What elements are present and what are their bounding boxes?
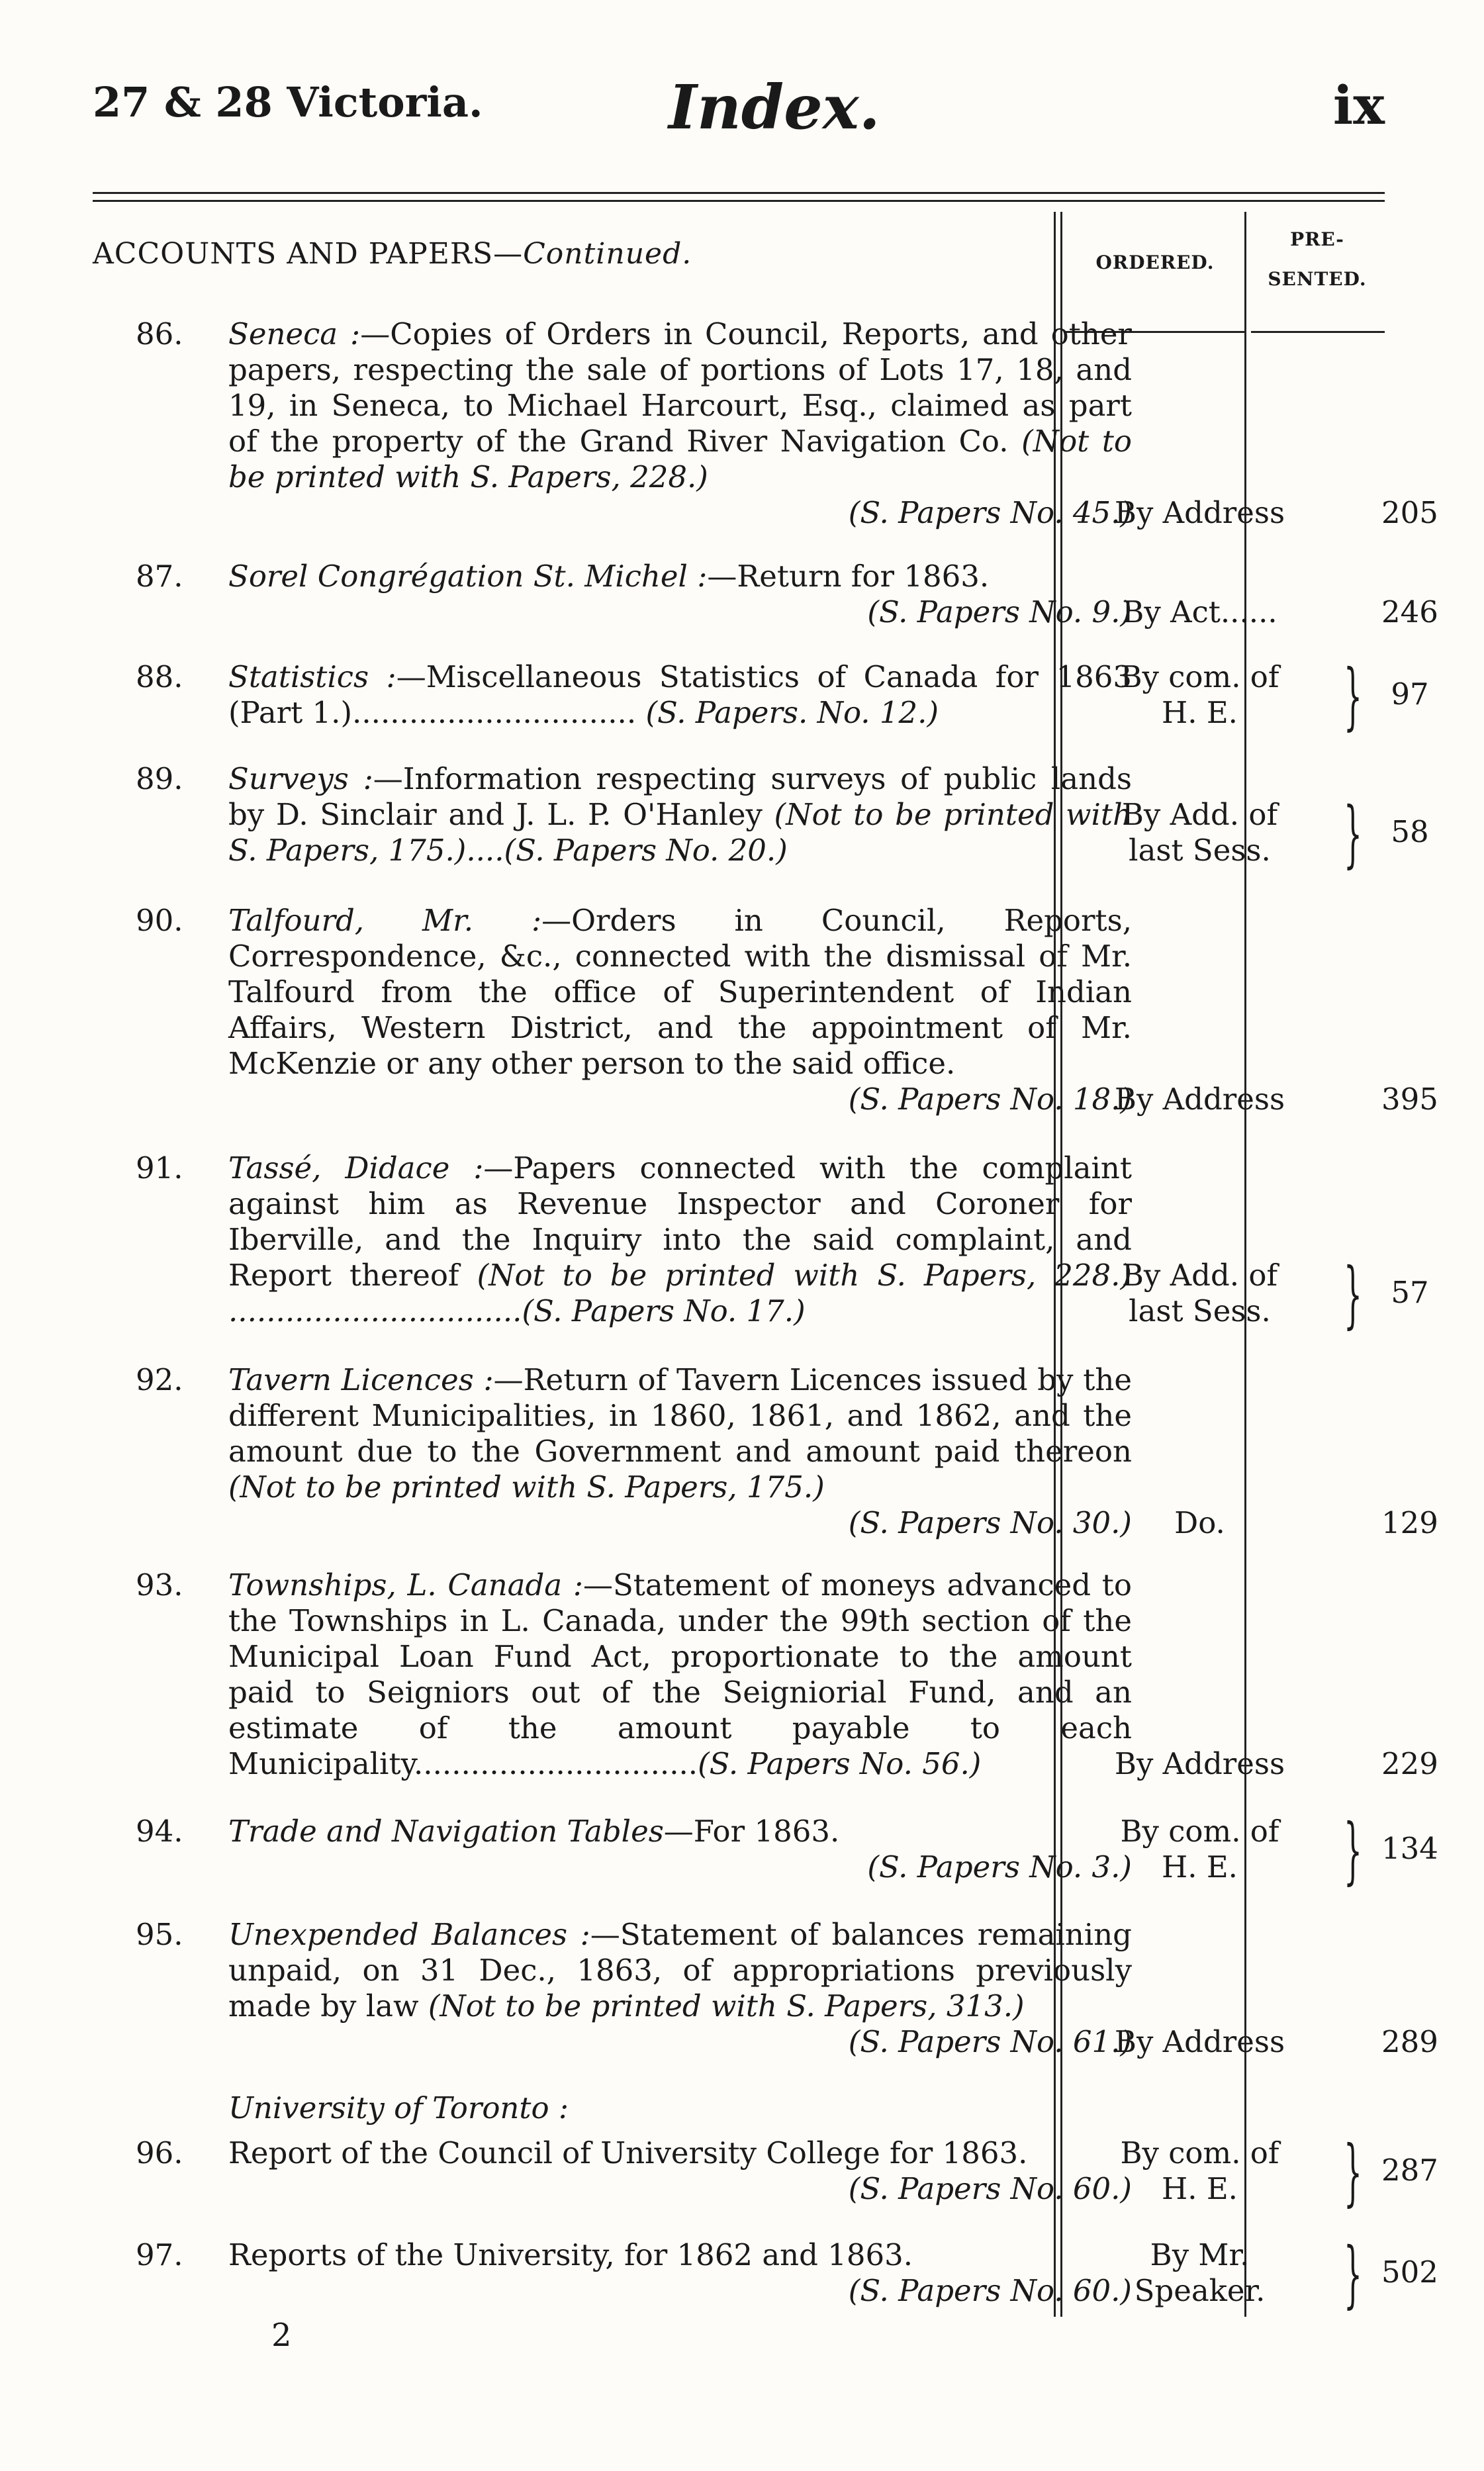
list-item bbox=[93, 761, 1429, 876]
entry-text bbox=[228, 1150, 1132, 1329]
entry-note: (Not to be printed with S. Papers, 175.) bbox=[228, 1469, 825, 1505]
brace: } bbox=[1344, 2231, 1362, 2316]
entry-text bbox=[228, 903, 1132, 1117]
entry-body: —Return of Tavern Licences issued by the different Municipalities, in 1860, 1861, and 1862, and the amount due to the Government and amount paid thereon bbox=[228, 1362, 1132, 1469]
signature-mark: 2 bbox=[271, 2317, 292, 2354]
presented-column-header-line2: SENTED. bbox=[1268, 268, 1367, 290]
entry-body: —Orders in Council, Reports, Correspondence, &c., connected with the dismissal of Mr. Talfourd from the office of Superintendent of Indian Affairs, Western District, and the appointment of Mr. McKenzie or any other person to the said office. bbox=[228, 903, 1132, 1081]
entry-title: Statistics : bbox=[228, 659, 396, 694]
entry-number: 88. bbox=[136, 659, 183, 694]
entry-ordered: By Add. of bbox=[1121, 1258, 1278, 1293]
entry-presented: 289 bbox=[1381, 2024, 1438, 2059]
entry-number: 91. bbox=[136, 1150, 183, 1186]
section-heading: ACCOUNTS AND PAPERS—Continued. bbox=[93, 237, 692, 271]
entry-body: —Statement of balances remaining unpaid, on 31 Dec., 1863, of appropriations previously made by law bbox=[228, 1917, 1132, 2024]
entry-presented: 502 bbox=[1381, 2255, 1438, 2290]
entry-number: 93. bbox=[136, 1567, 183, 1603]
entry-number: 92. bbox=[136, 1362, 183, 1397]
entry-ref: (S. Papers No. 60.) bbox=[848, 2273, 1132, 2308]
list-item bbox=[93, 1917, 1438, 2063]
running-header-left: 27 & 28 Victoria. bbox=[93, 78, 483, 126]
entry-presented: 58 bbox=[1391, 814, 1429, 849]
entry-ordered: By com. of bbox=[1120, 659, 1279, 694]
entry-title: Tassé, Didace : bbox=[228, 1150, 484, 1186]
entry-ordered-line2: H. E. bbox=[1161, 2171, 1238, 2206]
entry-number: 90. bbox=[136, 903, 183, 938]
entry-title: Sorel Congrégation St. Michel : bbox=[228, 559, 708, 594]
entry-title: Seneca : bbox=[228, 316, 361, 351]
entry-text bbox=[228, 559, 1132, 630]
list-item bbox=[93, 1567, 1438, 1786]
entry-body: —Papers connected with the complaint against him as Revenue Inspector and Coroner for Iberville, and the Inquiry into the said complaint, and Report thereof bbox=[228, 1150, 1132, 1293]
entry-ordered: By Mr. bbox=[1150, 2237, 1250, 2272]
list-item bbox=[93, 1150, 1429, 1336]
entry-body: —Return for 1863. bbox=[707, 559, 990, 594]
page-number: ix bbox=[1332, 74, 1385, 136]
entry-presented: 229 bbox=[1381, 1746, 1438, 1781]
entry-ordered-line2: H. E. bbox=[1161, 695, 1238, 730]
entry-ref: (S. Papers No. 30.) bbox=[848, 1505, 1132, 1540]
entry-body: Reports of the University, for 1862 and 1863. bbox=[228, 2237, 913, 2272]
entry-ref: (S. Papers No. 60.) bbox=[848, 2171, 1132, 2206]
entry-ref: (S. Papers No. 17.) bbox=[522, 1293, 806, 1329]
entry-title: Talfourd, Mr. : bbox=[228, 903, 542, 938]
entry-presented: 57 bbox=[1391, 1275, 1429, 1310]
entry-note: (Not to be printed with S. Papers, 228.) ............................... bbox=[228, 1258, 1133, 1329]
entry-number: 97. bbox=[136, 2237, 183, 2272]
subheading: University of Toronto : bbox=[228, 2090, 569, 2125]
entry-presented: 287 bbox=[1381, 2153, 1438, 2188]
entry-ordered: By Address bbox=[1114, 1082, 1285, 1117]
list-item bbox=[93, 2129, 1438, 2214]
entry-title: Tavern Licences : bbox=[228, 1362, 494, 1397]
entry-number: 87. bbox=[136, 559, 183, 594]
entry-ref: (S. Papers No. 18.) bbox=[848, 1082, 1132, 1117]
entry-text bbox=[228, 1567, 1132, 1782]
entry-ref: (S. Papers No. 3.) bbox=[867, 1849, 1132, 1885]
entry-text bbox=[228, 2135, 1132, 2207]
entry-title: Trade and Navigation Tables bbox=[228, 1814, 664, 1849]
entry-presented: 134 bbox=[1381, 1831, 1438, 1866]
list-item bbox=[93, 2231, 1438, 2316]
header-rule-bottom bbox=[93, 200, 1385, 202]
entry-number: 89. bbox=[136, 761, 183, 796]
entry-text bbox=[228, 316, 1132, 531]
entry-presented: 97 bbox=[1391, 676, 1429, 712]
entry-ordered-line2: last Sess. bbox=[1129, 833, 1271, 868]
brace: } bbox=[1344, 1808, 1362, 1892]
entry-ordered: By com. of bbox=[1120, 1814, 1279, 1849]
entry-ordered: By com. of bbox=[1120, 2135, 1279, 2170]
list-item bbox=[93, 653, 1429, 738]
entry-ordered-line2: Speaker. bbox=[1134, 2273, 1266, 2308]
entry-ordered: By Address bbox=[1114, 1746, 1285, 1781]
header-rule-top bbox=[93, 192, 1385, 194]
entry-body: —For 1863. bbox=[663, 1814, 840, 1849]
entry-ref: (S. Papers No. 45.) bbox=[848, 495, 1132, 530]
entry-number: 86. bbox=[136, 316, 183, 351]
brace: } bbox=[1344, 653, 1362, 738]
presented-column-header-line1: PRE- bbox=[1290, 228, 1344, 250]
entry-ordered: By Add. of bbox=[1121, 797, 1278, 832]
entry-text bbox=[228, 1814, 1132, 1885]
list-item bbox=[93, 559, 1438, 631]
entry-text bbox=[228, 659, 1132, 731]
entry-number: 96. bbox=[136, 2135, 183, 2170]
entry-presented: 246 bbox=[1381, 594, 1438, 629]
entry-text bbox=[228, 761, 1132, 868]
entry-ref: (S. Papers No. 20.) bbox=[504, 833, 788, 868]
entry-ordered: By Address bbox=[1114, 2024, 1285, 2059]
entry-note: (Not to be printed with S. Papers, 313.) bbox=[428, 1988, 1025, 2024]
entry-presented: 395 bbox=[1381, 1082, 1438, 1117]
ordered-column-header: ORDERED. bbox=[1095, 252, 1215, 273]
entry-text bbox=[228, 1917, 1132, 2060]
entry-title: Unexpended Balances : bbox=[228, 1917, 590, 1952]
entry-body: Report of the Council of University College for 1863. bbox=[228, 2135, 1028, 2170]
entry-body: —Copies of Orders in Council, Reports, and other papers, respecting the sale of portions of Lots 17, 18, and 19, in Seneca, to Michael Harcourt, Esq., claimed as part of the property of the Grand River Navigation Co. bbox=[228, 316, 1132, 459]
entry-number: 94. bbox=[136, 1814, 183, 1849]
entry-ordered: Do. bbox=[1174, 1505, 1225, 1540]
entry-ref: (S. Papers No. 9.) bbox=[867, 594, 1132, 629]
list-item bbox=[93, 316, 1438, 535]
entry-title: Surveys : bbox=[228, 761, 373, 796]
entry-note: (Not to be printed with S. Papers, 175.).... bbox=[228, 797, 1132, 868]
entry-ref: (S. Papers No. 56.) bbox=[698, 1746, 982, 1781]
brace: } bbox=[1344, 791, 1362, 876]
entry-ordered-line2: last Sess. bbox=[1129, 1293, 1271, 1329]
entry-presented: 129 bbox=[1381, 1505, 1438, 1540]
entry-body: —Miscellaneous Statistics of Canada for 1863 (Part 1.).............................. bbox=[228, 659, 1133, 730]
entry-note: (Not to be printed with S. Papers, 228.) bbox=[228, 424, 1133, 494]
entry-body: —Information respecting surveys of public lands by D. Sinclair and J. L. P. O'Hanley bbox=[228, 761, 1133, 832]
list-item bbox=[93, 1808, 1438, 1892]
page-title: Index. bbox=[669, 71, 880, 143]
brace: } bbox=[1344, 2129, 1362, 2214]
entry-title: Townships, L. Canada : bbox=[228, 1567, 583, 1603]
list-item bbox=[93, 1362, 1438, 1548]
entry-ref: (S. Papers No. 61.) bbox=[848, 2024, 1132, 2059]
entry-presented: 205 bbox=[1381, 495, 1438, 530]
entry-body: —Statement of moneys advanced to the Townships in L. Canada, under the 99th section of the Municipal Loan Fund Act, proportionate to the amount paid to Seigniors out of the Seigniorial Fund, and an estimate of the amount payable to each Municipality.............................. bbox=[228, 1567, 1132, 1781]
entry-ref: (S. Papers. No. 12.) bbox=[645, 695, 939, 730]
entry-ordered: By Act...... bbox=[1122, 594, 1277, 629]
entry-ordered-line2: H. E. bbox=[1161, 1849, 1238, 1885]
brace: } bbox=[1344, 1252, 1362, 1336]
entry-text bbox=[228, 1362, 1132, 1541]
list-item bbox=[93, 903, 1438, 1121]
entry-ordered: By Address bbox=[1114, 495, 1285, 530]
entry-text bbox=[228, 2237, 1132, 2309]
entry-number: 95. bbox=[136, 1917, 183, 1952]
